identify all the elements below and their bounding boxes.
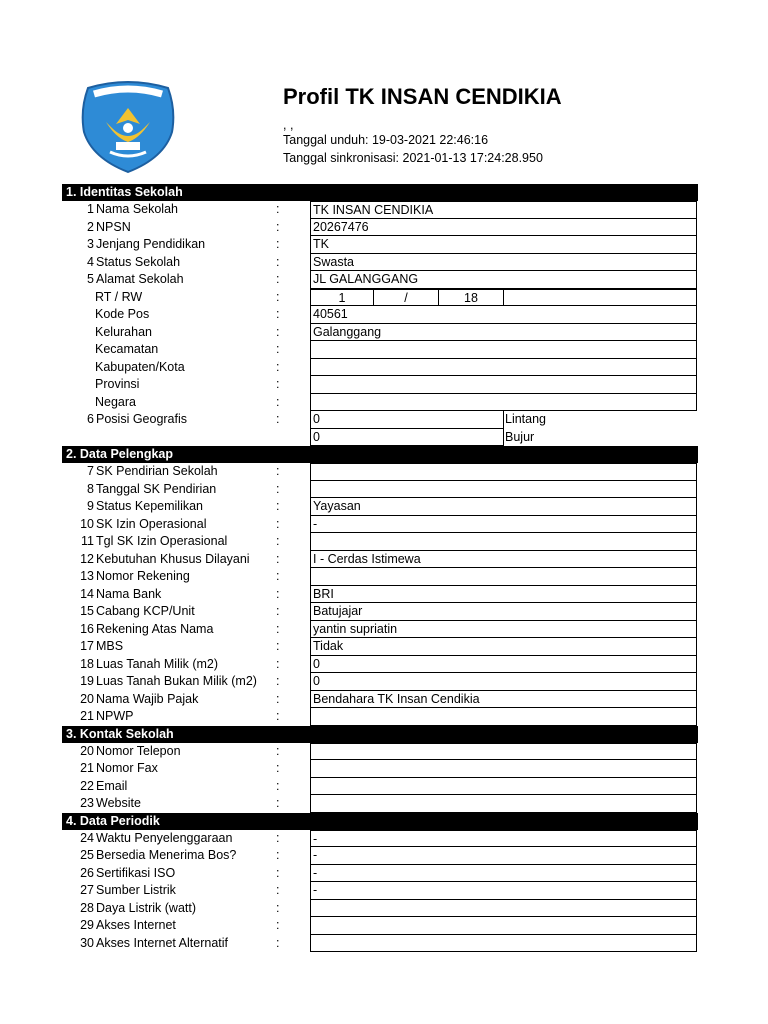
row-label: Nomor Telepon (96, 743, 181, 758)
row-akses-internet (62, 917, 698, 935)
row-value: Galanggang (310, 324, 697, 342)
rw-value: 18 (438, 289, 504, 307)
row-value: - (310, 830, 697, 848)
row-number: 7 (87, 464, 94, 478)
row-label: Akses Internet Alternatif (96, 935, 229, 950)
row-rt-rw (62, 289, 698, 307)
row-nomor-telepon (62, 743, 698, 761)
row-luas-tanah-milik (62, 656, 698, 674)
row-npsn (62, 219, 698, 237)
row-number: 21 (80, 761, 94, 775)
row-email (62, 778, 698, 796)
row-number: 16 (80, 621, 94, 636)
profile-sheet (62, 184, 698, 952)
tut-wuri-handayani-logo (76, 80, 180, 174)
row-value (310, 743, 697, 761)
row-number: 9 (87, 499, 94, 513)
row-number: 8 (87, 481, 94, 496)
lintang-value: 0 (310, 411, 504, 429)
row-number: 20 (80, 691, 94, 706)
row-number: 17 (80, 639, 94, 653)
row-label: Posisi Geografis (96, 412, 188, 426)
row-number: 20 (80, 743, 94, 758)
colon: : (276, 639, 280, 653)
row-cabang (62, 603, 698, 621)
colon: : (276, 534, 280, 548)
row-provinsi (62, 376, 698, 394)
colon: : (276, 656, 280, 671)
row-number: 15 (80, 604, 94, 618)
row-value (310, 760, 697, 778)
row-number: 14 (80, 586, 94, 601)
colon: : (276, 324, 280, 339)
colon: : (276, 883, 280, 897)
colon: : (276, 342, 280, 356)
row-label: NPWP (96, 709, 134, 723)
section-header-identitas: 1. Identitas Sekolah (62, 184, 698, 201)
row-nomor-fax (62, 760, 698, 778)
row-number: 29 (80, 918, 94, 932)
row-label: Waktu Penyelenggaraan (96, 830, 233, 845)
row-value: Yayasan (310, 498, 697, 516)
row-number: 12 (80, 551, 94, 566)
row-label: Luas Tanah Milik (m2) (96, 656, 219, 671)
colon: : (276, 202, 280, 216)
row-mbs (62, 638, 698, 656)
row-akses-internet-alternatif (62, 935, 698, 953)
lintang-label: Lintang (505, 412, 547, 426)
row-number: 13 (80, 569, 94, 583)
row-negara (62, 394, 698, 412)
colon: : (276, 499, 280, 513)
row-number: 25 (80, 848, 94, 862)
row-label: Jenjang Pendidikan (96, 237, 206, 251)
row-value: - (310, 847, 697, 865)
row-value (310, 795, 697, 813)
row-value (310, 778, 697, 796)
row-label: Nama Bank (96, 586, 162, 601)
row-sk-izin (62, 516, 698, 534)
row-bersedia-bos (62, 847, 698, 865)
colon: : (276, 569, 280, 583)
row-number: 5 (87, 272, 94, 286)
row-label: Sumber Listrik (96, 883, 176, 897)
row-jenjang (62, 236, 698, 254)
row-luas-tanah-bukan-milik (62, 673, 698, 691)
row-value (310, 481, 697, 499)
colon: : (276, 674, 280, 688)
colon: : (276, 219, 280, 234)
colon: : (276, 709, 280, 723)
row-label: Kelurahan (95, 324, 152, 339)
row-value: Batujajar (310, 603, 697, 621)
row-label: Cabang KCP/Unit (96, 604, 195, 618)
colon: : (276, 516, 280, 531)
row-value: - (310, 882, 697, 900)
row-sertifikasi-iso (62, 865, 698, 883)
colon: : (276, 918, 280, 932)
colon: : (276, 412, 280, 426)
row-value: 0 (310, 673, 697, 691)
row-value: BRI (310, 586, 697, 604)
row-value (310, 341, 697, 359)
row-label: SK Izin Operasional (96, 516, 207, 531)
row-number: 18 (80, 656, 94, 671)
row-label: Akses Internet (96, 918, 176, 932)
row-daya-listrik (62, 900, 698, 918)
colon: : (276, 272, 280, 286)
row-sumber-listrik (62, 882, 698, 900)
row-label: Kode Pos (95, 307, 150, 321)
colon: : (276, 394, 280, 409)
rt-rw-separator: / (373, 289, 439, 307)
row-number: 28 (80, 900, 94, 915)
row-number: 24 (80, 830, 94, 845)
row-number: 1 (87, 202, 94, 216)
row-posisi-bujur (62, 429, 698, 447)
address-line: , , (283, 118, 294, 132)
row-label: Kecamatan (95, 342, 159, 356)
row-label: MBS (96, 639, 124, 653)
row-kelurahan (62, 324, 698, 342)
row-label: Luas Tanah Bukan Milik (m2) (96, 674, 257, 688)
row-value: 40561 (310, 306, 697, 324)
colon: : (276, 935, 280, 950)
row-value: 0 (310, 656, 697, 674)
download-date: Tanggal unduh: 19-03-2021 22:46:16 (283, 133, 489, 147)
colon: : (276, 359, 280, 374)
colon: : (276, 778, 280, 793)
row-nama-wajib-pajak (62, 691, 698, 709)
row-website (62, 795, 698, 813)
row-value (310, 568, 697, 586)
row-waktu-penyelenggaraan (62, 830, 698, 848)
row-label: Alamat Sekolah (96, 272, 184, 286)
row-alamat (62, 271, 698, 289)
row-number: 23 (80, 796, 94, 810)
row-tanggal-sk (62, 481, 698, 499)
row-value: Bendahara TK Insan Cendikia (310, 691, 697, 709)
row-kabupaten (62, 359, 698, 377)
colon: : (276, 551, 280, 566)
colon: : (276, 796, 280, 810)
row-status-kepemilikan (62, 498, 698, 516)
row-value: JL GALANGGANG (310, 271, 697, 289)
row-value (310, 463, 697, 481)
row-status-sekolah (62, 254, 698, 272)
row-label: Tgl SK Izin Operasional (96, 534, 228, 548)
row-nama-sekolah (62, 201, 698, 219)
row-number: 27 (80, 883, 94, 897)
row-number: 21 (80, 709, 94, 723)
row-value (310, 394, 697, 412)
colon: : (276, 691, 280, 706)
row-value: - (310, 516, 697, 534)
row-rekening-atas-nama (62, 621, 698, 639)
row-label: RT / RW (95, 289, 143, 304)
row-label: Nomor Fax (96, 761, 158, 775)
colon: : (276, 289, 280, 304)
row-value: I - Cerdas Istimewa (310, 551, 697, 569)
colon: : (276, 586, 280, 601)
colon: : (276, 865, 280, 880)
row-number: 4 (87, 254, 94, 269)
row-tgl-sk-izin (62, 533, 698, 551)
row-label: Sertifikasi ISO (96, 865, 176, 880)
row-label: Status Sekolah (96, 254, 181, 269)
row-kode-pos (62, 306, 698, 324)
rt-rw-extra (503, 289, 697, 307)
section-header-kontak: 3. Kontak Sekolah (62, 726, 698, 743)
row-value: Swasta (310, 254, 697, 272)
colon: : (276, 307, 280, 321)
row-sk-pendirian (62, 463, 698, 481)
row-label: Rekening Atas Nama (96, 621, 214, 636)
row-npwp (62, 708, 698, 726)
colon: : (276, 377, 280, 391)
bujur-label: Bujur (505, 429, 535, 444)
section-header-pelengkap: 2. Data Pelengkap (62, 446, 698, 463)
row-value: Tidak (310, 638, 697, 656)
row-value: - (310, 865, 697, 883)
colon: : (276, 237, 280, 251)
sync-date: Tanggal sinkronisasi: 2021-01-13 17:24:28.950 (283, 151, 543, 165)
row-value: 20267476 (310, 219, 697, 237)
colon: : (276, 464, 280, 478)
bujur-value: 0 (310, 429, 504, 447)
row-label: SK Pendirian Sekolah (96, 464, 218, 478)
colon: : (276, 761, 280, 775)
row-label: Negara (95, 394, 136, 409)
row-label: Kabupaten/Kota (95, 359, 185, 374)
section-header-periodik: 4. Data Periodik (62, 813, 698, 830)
row-kecamatan (62, 341, 698, 359)
row-label: Nama Wajib Pajak (96, 691, 199, 706)
row-value (310, 900, 697, 918)
row-label: Tanggal SK Pendirian (96, 481, 217, 496)
row-nomor-rekening (62, 568, 698, 586)
row-value (310, 935, 697, 953)
colon: : (276, 830, 280, 845)
colon: : (276, 900, 280, 915)
row-label: Daya Listrik (watt) (96, 900, 197, 915)
row-label: Nomor Rekening (96, 569, 190, 583)
row-value (310, 359, 697, 377)
colon: : (276, 481, 280, 496)
row-value: TK INSAN CENDIKIA (310, 201, 697, 219)
colon: : (276, 604, 280, 618)
row-label: Kebutuhan Khusus Dilayani (96, 551, 250, 566)
colon: : (276, 848, 280, 862)
row-number: 3 (87, 237, 94, 251)
row-label: Nama Sekolah (96, 202, 178, 216)
row-label: Provinsi (95, 377, 140, 391)
row-label: Email (96, 778, 128, 793)
row-posisi-lintang (62, 411, 698, 429)
row-number: 2 (87, 219, 94, 234)
rt-value: 1 (310, 289, 374, 307)
row-label: NPSN (96, 219, 131, 234)
row-label: Bersedia Menerima Bos? (96, 848, 237, 862)
row-number: 19 (80, 674, 94, 688)
row-number: 6 (87, 412, 94, 426)
row-number: 26 (80, 865, 94, 880)
row-number: 22 (80, 778, 94, 793)
row-value: yantin supriatin (310, 621, 697, 639)
colon: : (276, 621, 280, 636)
row-value (310, 917, 697, 935)
colon: : (276, 254, 280, 269)
colon: : (276, 743, 280, 758)
row-value (310, 376, 697, 394)
row-number: 30 (80, 935, 94, 950)
page-title: Profil TK INSAN CENDIKIA (283, 84, 562, 109)
row-number: 10 (80, 516, 94, 531)
row-number: 11 (81, 534, 94, 548)
row-label: Status Kepemilikan (96, 499, 204, 513)
row-nama-bank (62, 586, 698, 604)
row-value (310, 533, 697, 551)
row-kebutuhan-khusus (62, 551, 698, 569)
row-label: Website (96, 796, 141, 810)
row-value: TK (310, 236, 697, 254)
row-value (310, 708, 697, 726)
